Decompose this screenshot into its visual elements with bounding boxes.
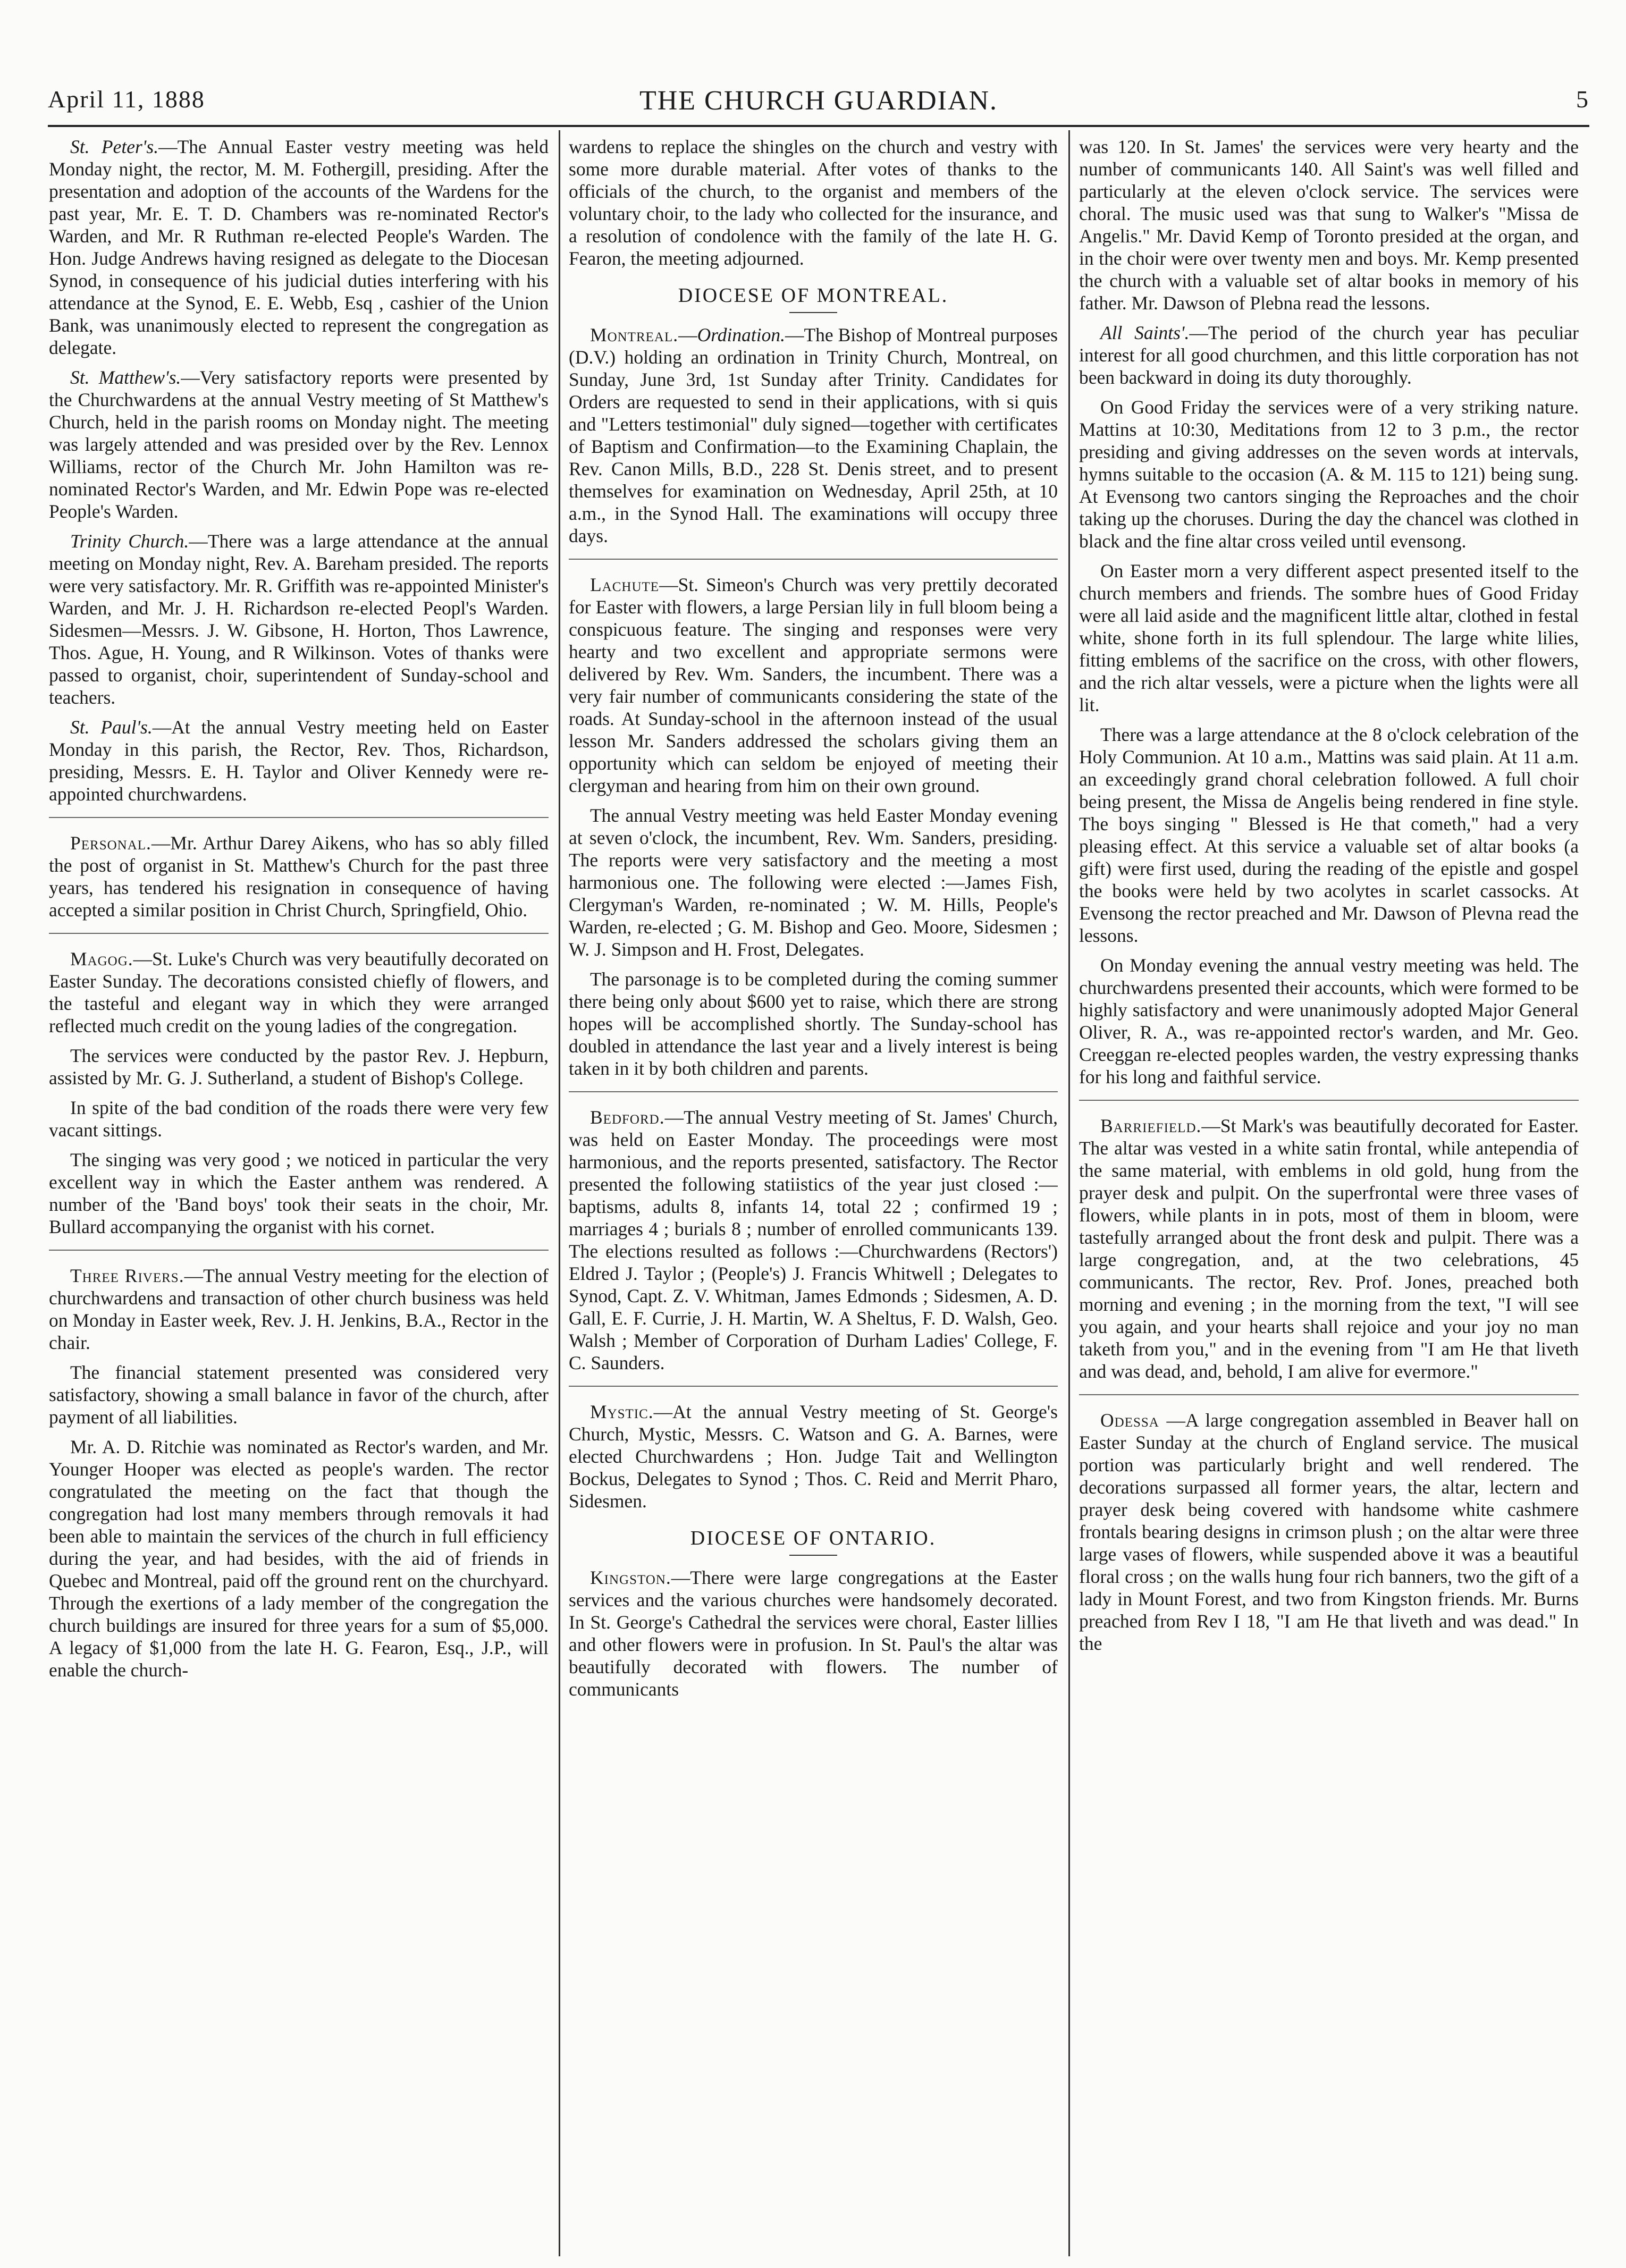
article-body: —At the annual Vestry meeting of St. George's Church, Mystic, Messrs. C. Watson and G. A. Barnes, were elected Churchwardens ; Hon. Judge Tait and Wellington Bockus, Delegates to Synod ; Thos. C. Reid and Merrit Pharo, Sidesmen. <box>569 1401 1058 1512</box>
article-body: —A large congregation assembled in Beaver hall on Easter Sunday at the church of England service. The musical portion was particularly bright and well rendered. The decorations surpassed all former years, the altar, lectern and prayer desk being covered with handsome white cashmere frontals bearing designs in crimson plush ; on the altar were three large vases of flowers, while suspended above it was a beautiful floral cross ; on the walls hung four rich banners, two the gift of a lady in Mount Forest, and two from Kingston friends. Mr. Burns preached from Rev I 18, "I am He that liveth and was dead." In the <box>1079 1410 1579 1654</box>
article-separator <box>1079 1394 1579 1395</box>
article-lead: Personal. <box>70 832 151 854</box>
paragraph: The singing was very good ; we noticed in particular the very excellent way in which the Easter anthem was rendered. A number of the 'Band boys' took their seats in the choir, Mr. Bullard accompanying the organist with his cornet. <box>49 1149 549 1237</box>
paragraph: On Good Friday the services were of a very striking nature. Mattins at 10:30, Meditations from 12 to 3 p.m., the rector presiding and giving addresses on the seven words at intervals, hymns suitable to the occasion (A. & M. 115 to 121) being sung. At Evensong two cantors singing the Reproaches and the choir taking up the choruses. During the day the chancel was clothed in black and the fine altar cross veiled until evensong. <box>1079 397 1579 552</box>
article-barriefield <box>1079 1115 1579 1382</box>
column-3 <box>1079 136 1579 2256</box>
header-rule <box>48 125 1589 127</box>
article-all-saints <box>1079 322 1579 389</box>
paragraph: On Easter morn a very different aspect presented itself to the church members and friends. The sombre hues of Good Friday were all laid aside and the magnificent little altar, clothed in festal white, shone forth in its full splendour. The large white lilies, fitting emblems of the sacrifice on the cross, with other flowers, and the rich altar vessels, were a picture when the lights were all lit. <box>1079 560 1579 715</box>
article-body: —Mr. Arthur Darey Aikens, who has so ably filled the post of organist in St. Matthew's Church for the past three years, has tendered his resignation in consequence of having accepted a similar position in Christ Church, Springfield, Ohio. <box>49 832 549 921</box>
article-three-rivers <box>49 1264 549 1354</box>
paragraph: There was a large attendance at the 8 o'clock celebration of the Holy Communion. At 10 a.m., Mattins was said plain. At 11 a.m. an exceedingly grand choral celebration followed. A full choir being present, the Missa de Angelis being rendered in fine style. The boys singing " Blessed is He that cometh," had a very pleasing effect. At this service a valuable set of altar books (a gift) were first used, during the reading of the epistle and gospel the books were held by two acolytes in scarlet cassocks. At Evensong the rector preached and Mr. Dawson of Plevna read the lessons. <box>1079 724 1579 946</box>
article-body: —The Bishop of Montreal purposes (D.V.) holding an ordination in Trinity Church, Montreal, on Sunday, June 3rd, 1st Sunday after Trinity. Candidates for Orders are requested to send in their applications, with si quis and "Letters testimonial" duly signed—together with certificates of Baptism and Confirmation—to the Examining Chaplain, the Rev. Canon Mills, B.D., 228 St. Denis street, and to present themselves for examination on Wednesday, April 25th, at 10 a.m., in the Synod Hall. The examinations will occupy three days. <box>569 324 1058 546</box>
article-st-pauls <box>49 716 549 805</box>
article-body: —St. Simeon's Church was very prettily decorated for Easter with flowers, a large Persian lily in full bloom being a conspicuous feature. The singing and responses were very hearty and two excellent and appropriate sermons were delivered by Rev. Wm. Sanders, the incumbent. There was a very fair number of communicants considering the state of the roads. At Sunday-school in the afternoon instead of the usual lesson Mr. Sanders addressed the scholars giving them an opportunity which can seldom be enjoyed of meeting their clergyman and hearing from him on their own ground. <box>569 574 1058 796</box>
paragraph: The parsonage is to be completed during the coming summer there being only about $600 yet to raise, which there are strong hopes will be accomplished shortly. The Sunday-school has doubled in attendance the last year and a lively interest is being taken in it by both children and parents. <box>569 968 1058 1079</box>
article-lead: Montreal. <box>590 324 679 345</box>
article-st-peters <box>49 136 549 359</box>
article-st-matthews <box>49 366 549 522</box>
article-lead: Three Rivers. <box>70 1265 184 1286</box>
article-lead: Trinity Church. <box>70 530 189 552</box>
article-separator <box>49 933 549 934</box>
paragraph: The financial statement presented was considered very satisfactory, showing a small balance in favor of the church, after payment of all liabilities. <box>49 1362 549 1428</box>
article-lead: St. Paul's. <box>70 716 153 738</box>
article-magog <box>49 948 549 1037</box>
article-body: —St. Luke's Church was very beautifully decorated on Easter Sunday. The decorations consisted chiefly of flowers, and the tasteful and elegant way in which they were arranged reflected much credit on the young ladies of the congregation. <box>49 948 549 1036</box>
column-2 <box>569 136 1058 2256</box>
article-lead: Bedford. <box>590 1107 665 1128</box>
article-body: —The annual Vestry meeting of St. James' Church, was held on Easter Monday. The proceedings were most harmonious, and the reports presented, satisfactory. The Rector presented the following statiistics of the year just closed :—baptisms, adults 8, infants 14, total 22 ; confirmed 19 ; marriages 4 ; burials 8 ; number of enrolled communicants 139. The elections resulted as follows :—Churchwardens (Rectors') Eldred J. Taylor ; (People's) J. Francis Whitwell ; Delegates to Synod, Capt. Z. V. Whitman, James Edmonds ; Sidesmen, A. D. Gall, E. F. Currie, J. H. Martin, W. A Sheltus, F. D. Walsh, Geo. Walsh ; Member of Corporation of Durham Ladies' College, F. C. Saunders. <box>569 1107 1058 1373</box>
article-lead: Lachute <box>590 574 660 595</box>
page-number: 5 <box>1576 86 1589 113</box>
paragraph: In spite of the bad condition of the roads there were very few vacant sittings. <box>49 1097 549 1141</box>
article-separator <box>49 817 549 818</box>
column-divider <box>1068 130 1070 2256</box>
article-subhead: Ordination. <box>697 324 785 345</box>
article-montreal: Montreal.—Ordination.—The Bishop of Montreal purposes (D.V.) holding an ordination in Trinity Church, Montreal, on Sunday, June 3rd, 1st Sunday after Trinity. Candidates for Orders are requested to send in their applications, with si quis and "Letters testimonial" duly signed—together with certificates of Baptism and Confirmation—to the Examining Chaplain, the Rev. Canon Mills, B.D., 228 St. Denis street, and to present themselves for examination on Wednesday, April 25th, at 10 a.m., in the Synod Hall. The examinations will occupy three days. <box>569 324 1058 546</box>
column-divider <box>559 130 560 2256</box>
article-lachute <box>569 574 1058 797</box>
paragraph: On Monday evening the annual vestry meeting was held. The churchwardens presented their accounts, which were formed to be highly satisfactory and were unanimously adopted Major General Oliver, R. A., was re-appointed rector's warden, and Mr. Geo. Creeggan re-elected peoples warden, the vestry expressing thanks for his long and faithful service. <box>1079 955 1579 1087</box>
article-separator <box>569 1091 1058 1092</box>
article-personal <box>49 832 549 921</box>
article-lead: St. Matthew's. <box>70 367 181 388</box>
article-body: —At the annual Vestry meeting held on Easter Monday in this parish, the Rector, Rev. Thos, Richardson, presiding, Messrs. E. H. Taylor and Oliver Kennedy were re-appointed churchwardens. <box>49 716 549 805</box>
article-odessa <box>1079 1409 1579 1655</box>
article-body: —The Annual Easter vestry meeting was held Monday night, the rector, M. M. Fothergill, presiding. After the presentation and adoption of the accounts of the Wardens for the past year, Mr. E. T. D. Chambers was re-nominated Rector's Warden, and Mr. R Ruthman re-elected People's Warden. The Hon. Judge Andrews having resigned as delegate to the Diocesan Synod, in consequence of his judicial duties interfering with his attendance at the Synod, E. E. Webb, Esq , cashier of the Union Bank, was unanimously elected to represent the congregation as delegate. <box>49 136 549 358</box>
publication-title: THE CHURCH GUARDIAN. <box>639 86 998 116</box>
article-lead: Odessa <box>1100 1410 1159 1431</box>
article-lead: Kingston. <box>590 1567 671 1588</box>
article-lead: Magog. <box>70 948 133 969</box>
article-body: —The annual Vestry meeting for the election of churchwardens and transaction of other church business was held on Monday in Easter week, Rev. J. H. Jenkins, B.A., Rector in the chair. <box>49 1265 549 1353</box>
continued-paragraph: was 120. In St. James' the services were very hearty and the number of communicants 140. All Saint's was well filled and particularly at the eleven o'clock service. The services were choral. The music used was that sung to Walker's "Missa de Angelis." Mr. David Kemp of Toronto presided at the organ, and in the choir were over twenty men and boys. Mr. Kemp presented the church with a valuable set of altar books in memory of his father. Mr. Dawson of Plebna read the lessons. <box>1079 136 1579 314</box>
article-body: —St Mark's was beautifully decorated for Easter. The altar was vested in a white satin frontal, while antependia of the same material, with emblems in old gold, hung from the prayer desk and pulpit. On the superfrontal were three vases of flowers, while plants in in pots, most of them in bloom, were tastefully arranged about the front desk and pulpit. There was a large congregation, and, at the two celebrations, 45 communicants. The rector, Rev. Prof. Jones, preached both morning and evening ; in the morning from the text, "I will see you again, and your hearts shall rejoice and your joy no man taketh from you," and in the evening from "I am He that liveth and was dead, and, behold, I am alive for evermore." <box>1079 1115 1579 1382</box>
column-1 <box>49 136 549 2256</box>
article-trinity <box>49 530 549 709</box>
article-separator <box>1079 1100 1579 1101</box>
heading-rule <box>789 312 837 313</box>
article-mystic <box>569 1401 1058 1512</box>
article-separator <box>569 1386 1058 1387</box>
heading-rule <box>789 1555 837 1556</box>
issue-date: April 11, 1888 <box>48 86 205 113</box>
article-bedford <box>569 1106 1058 1374</box>
section-heading-montreal: DIOCESE OF MONTREAL. <box>678 284 949 307</box>
article-body: —There were large congregations at the Easter services and the various churches were handsomely decorated. In St. George's Cathedral the services were choral, Easter lillies and other flowers were in profusion. In St. Paul's the altar was beautifully decorated with flowers. The number of communicants <box>569 1567 1058 1700</box>
continued-paragraph: wardens to replace the shingles on the church and vestry with some more durable material. After votes of thanks to the officials of the church, to the organist and members of the voluntary choir, to the lady who collected for the insurance, and a resolution of condolence with the family of the late H. G. Fearon, the meeting adjourned. <box>569 136 1058 269</box>
paragraph: The services were conducted by the pastor Rev. J. Hepburn, assisted by Mr. G. J. Sutherland, a student of Bishop's College. <box>49 1045 549 1089</box>
article-lead: St. Peter's. <box>70 136 159 157</box>
article-body: —Very satisfactory reports were presented by the Churchwardens at the annual Vestry meeting of St Matthew's Church, held in the parish rooms on Monday night. The meeting was largely attended and was presided over by the Rev. Lennox Williams, rector of the Church Mr. John Hamilton was re-nominated Rector's Warden, and Mr. Edwin Pope was re-elected People's Warden. <box>49 367 549 522</box>
article-body: —The period of the church year has peculiar interest for all good churchmen, and this little corporation has not been backward in doing its duty thoroughly. <box>1079 322 1579 388</box>
article-separator <box>569 559 1058 560</box>
article-lead: All Saints'. <box>1100 322 1190 343</box>
masthead <box>48 80 1589 122</box>
article-separator <box>49 1250 549 1251</box>
section-heading-ontario: DIOCESE OF ONTARIO. <box>690 1527 937 1549</box>
article-kingston <box>569 1566 1058 1700</box>
article-lead: Barriefield. <box>1100 1115 1202 1136</box>
article-lead: Mystic. <box>590 1401 654 1422</box>
paragraph: The annual Vestry meeting was held Easter Monday evening at seven o'clock, the incumbent, Rev. Wm. Sanders, presiding. The reports were very satisfactory and the meeting a most harmonious one. The following were elected :—James Fish, Clergyman's Warden, re-nominated ; W. M. Hills, People's Warden, re-elected ; G. M. Bishop and Geo. Moore, Sidesmen ; W. J. Simpson and H. Frost, Delegates. <box>569 805 1058 960</box>
article-body: —There was a large attendance at the annual meeting on Monday night, Rev. A. Bareham presided. The reports were very satisfactory. Mr. R. Griffith was re-appointed Minister's Warden, and Mr. J. H. Richardson re-elected Peopl's Warden. Sidesmen—Messrs. J. W. Gibsone, H. Horton, Thos Lawrence, Thos. Ague, H. Young, and R Wilkinson. Votes of thanks were passed to organist, choir, superintendent of Sunday-school and teachers. <box>49 530 549 708</box>
paragraph: Mr. A. D. Ritchie was nominated as Rector's warden, and Mr. Younger Hooper was elected as people's warden. The rector congratulated the meeting on the fact that though the congregation had lost many members through removals it had been able to maintain the services of the church in full efficiency during the year, and had besides, with the aid of friends in Quebec and Montreal, paid off the ground rent on the churchyard. Through the exertions of a lady member of the congregation the church buildings are insured for three years for a sum of $5,000. A legacy of $1,000 from the late H. G. Fearon, Esq., J.P., will enable the church- <box>49 1436 549 1681</box>
